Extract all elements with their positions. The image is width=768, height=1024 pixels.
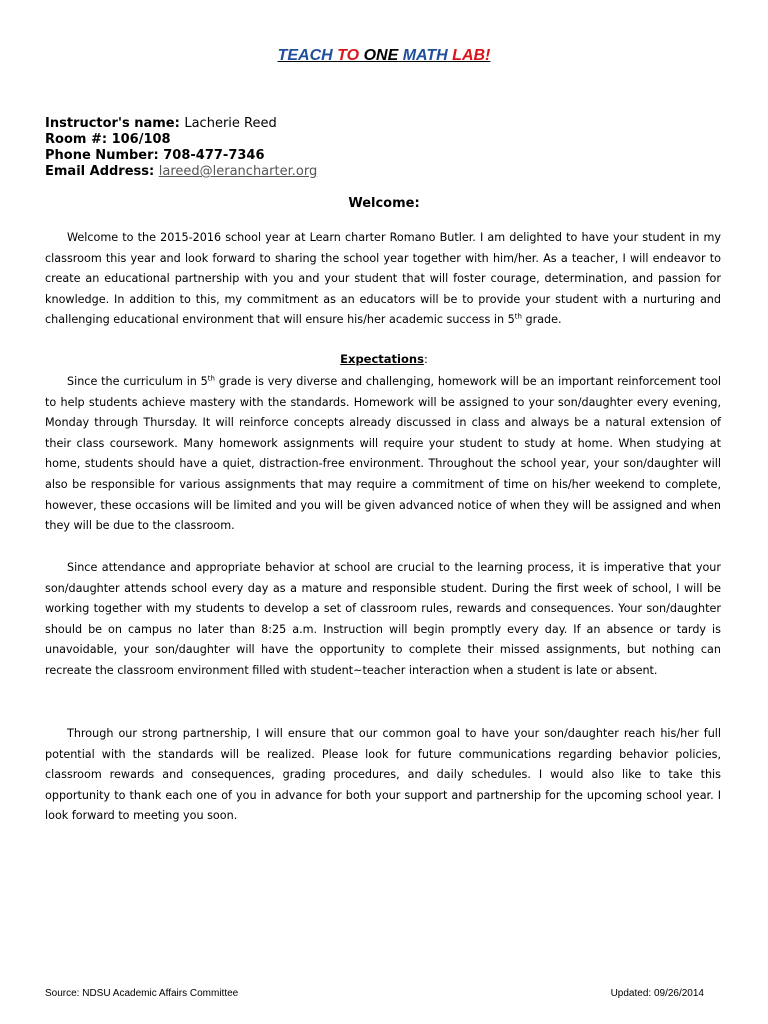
instructor-value: Lacherie Reed	[184, 116, 277, 131]
title-word-lab: LAB!	[452, 47, 491, 64]
welcome-superscript: th	[514, 312, 522, 321]
phone-label: Phone Number:	[45, 148, 159, 163]
expectations-text: grade is very diverse and challenging, homework will be an important reinforcement tool to help students achieve mastery with the standards. Homework will be assigned to your son/daughter every evening, Monday through Thursday. It will reinforce concepts already discussed in class and always be a natural extension of their class coursework. Many homework assignments will require your student to study at home. When studying at home, students should have a quiet, distraction-free environment. Throughout the school year, your son/daughter will also be responsible for various assignments that may require a commitment of time on his/her weekend to complete, however, these occasions will be limited and you will be given advanced notice of when they will be assigned and when they will be due to the classroom.	[45, 375, 721, 533]
footer-updated: Updated: 09/26/2014	[610, 988, 704, 999]
partnership-paragraph: Through our strong partnership, I will ensure that our common goal to have your son/daughter reach his/her full potential with the standards will be realized. Please look for future communications regarding behavior policies, classroom rewards and consequences, grading procedures, and daily schedules. I would also like to take this opportunity to thank each one of you in advance for both your support and partnership for the upcoming school year. I look forward to meeting you soon.	[45, 727, 721, 823]
phone-row	[45, 148, 317, 164]
title-word-teach: TEACH	[277, 47, 333, 64]
title-word-math: MATH	[402, 47, 448, 64]
room-row	[45, 132, 317, 148]
phone-value: 708-477-7346	[163, 148, 265, 163]
expectations-text-start: Since the curriculum in 5	[67, 375, 208, 388]
expectations-heading-text: Expectations	[340, 352, 424, 366]
welcome-text-end: grade.	[521, 313, 562, 327]
attendance-paragraph: Since attendance and appropriate behavior at school are crucial to the learning process, it is imperative that your son/daughter attends school every day as a mature and responsible student. During the first week of school, I will be working together with my students to develop a set of classroom rules, rewards and consequences. Your son/daughter should be on campus no later than 8:25 a.m. Instruction will begin promptly every day. If an absence or tardy is unavoidable, your son/daughter will have the opportunity to complete their missed assignments, but nothing can recreate the classroom environment filled with student~teacher interaction when a student is late or absent.	[45, 561, 721, 677]
email-row	[45, 164, 317, 180]
email-label: Email Address:	[45, 164, 155, 179]
welcome-heading: Welcome:	[348, 196, 420, 211]
instructor-row	[45, 116, 317, 132]
instructor-info	[45, 116, 317, 180]
expectations-superscript: th	[207, 374, 215, 383]
email-link[interactable]: lareed@lerancharter.org	[158, 164, 318, 179]
welcome-text: Welcome to the 2015-2016 school year at Learn charter Romano Butler. I am delighted to have your student in my classroom this year and look forward to sharing the school year together with him/her. As a teacher, I will endeavor to create an educational partnership with you and your student that will foster courage, determination, and passion for knowledge. In addition to this, my commitment as an educators will be to provide your student with a nurturing and challenging educational environment that will ensure his/her academic success in 5	[45, 231, 721, 327]
footer-source: Source: NDSU Academic Affairs Committee	[45, 988, 239, 999]
expectations-heading-colon: :	[423, 352, 428, 366]
welcome-paragraph	[45, 228, 721, 331]
room-value: 106/108	[111, 132, 171, 147]
room-label: Room #:	[45, 132, 108, 147]
expectations-paragraph	[45, 372, 721, 537]
instructor-label: Instructor's name:	[45, 116, 180, 131]
title-word-one: ONE	[363, 47, 399, 64]
page-title	[0, 47, 768, 65]
expectations-heading	[0, 352, 768, 366]
title-word-to: TO	[337, 47, 360, 64]
